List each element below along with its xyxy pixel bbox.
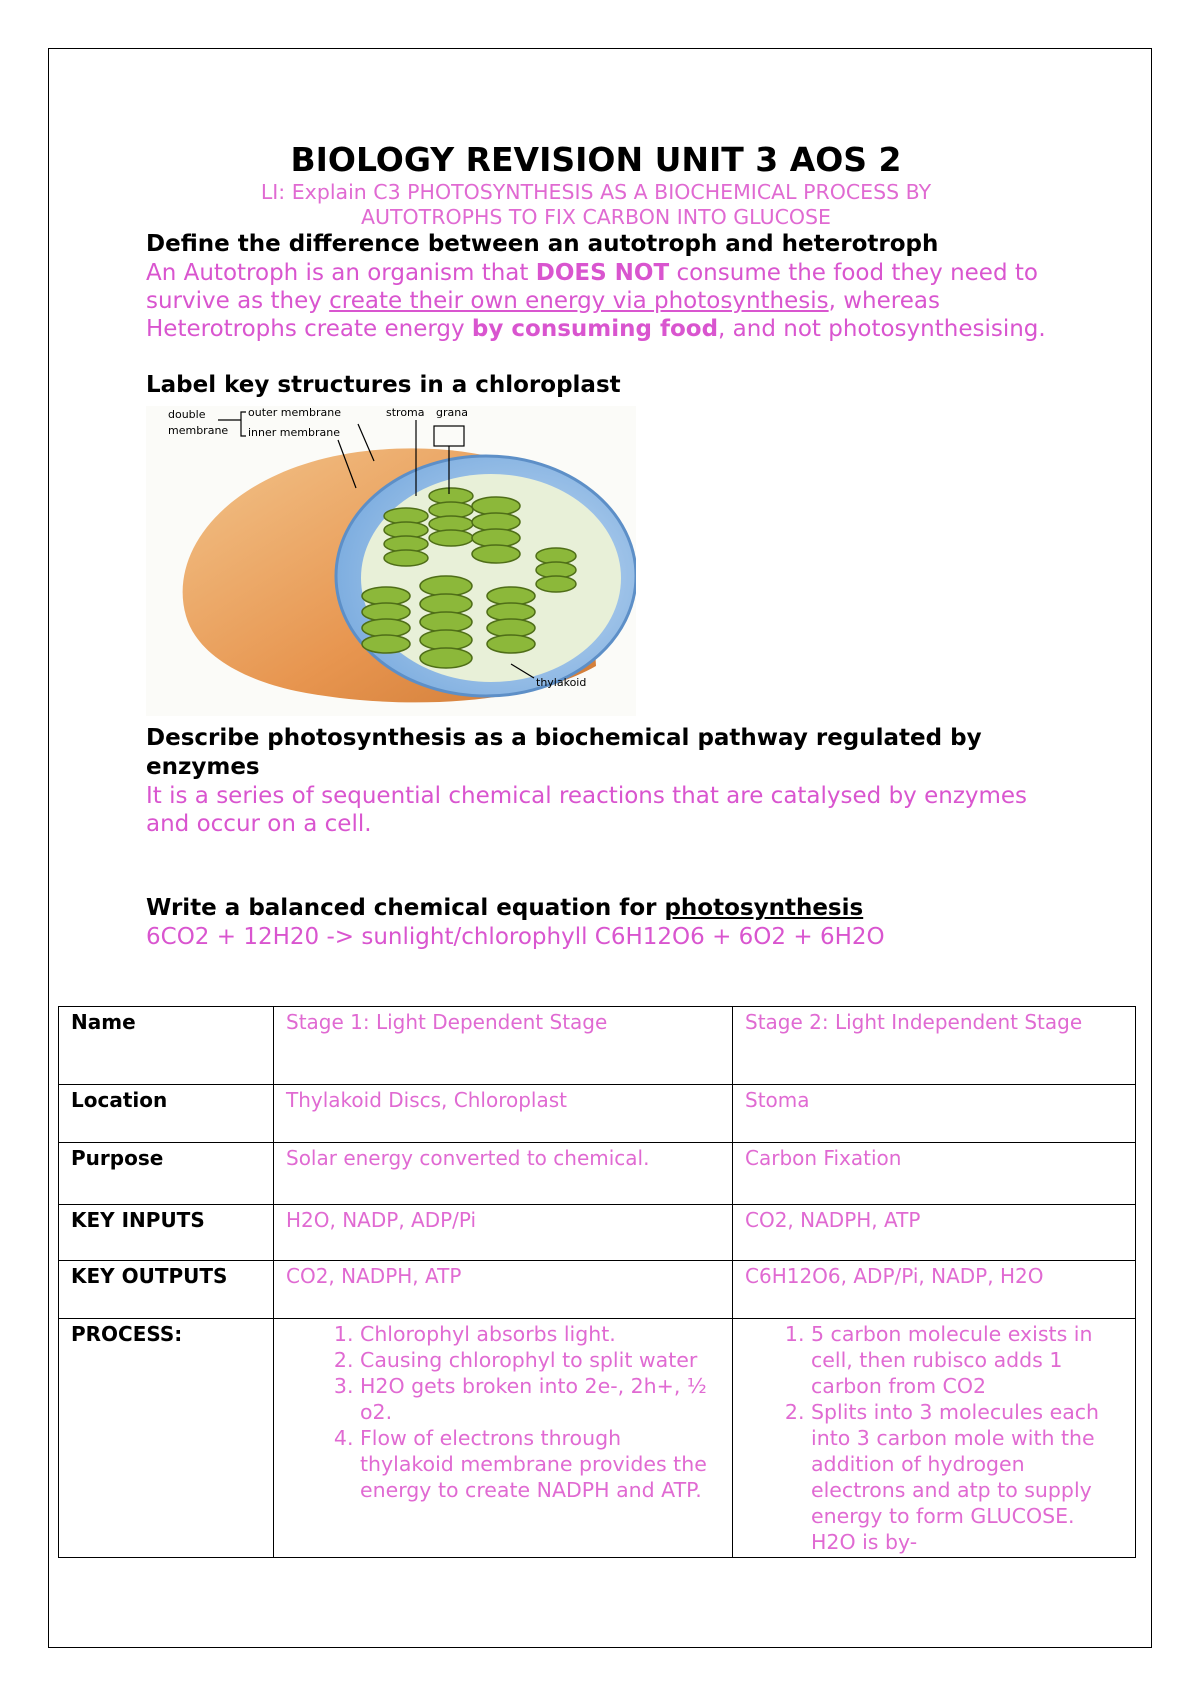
list-item: 4. Flow of electrons through thylakoid membrane provides the energy to create NADPH and ATP. xyxy=(360,1425,720,1503)
question-equation xyxy=(146,894,1046,923)
stage2-cell: C6H12O6, ADP/Pi, NADP, H2O xyxy=(733,1261,1136,1319)
stage2-cell: Carbon Fixation xyxy=(733,1143,1136,1205)
label-grana: grana xyxy=(436,406,468,419)
document-body xyxy=(146,140,1046,951)
question-autotroph-heterotroph: Define the difference between an autotroph and heterotroph xyxy=(146,231,939,257)
table-row xyxy=(59,1143,1136,1205)
learning-intention-line-2: AUTOTROPHS TO FIX CARBON INTO GLUCOSE xyxy=(361,205,831,229)
label-outer-membrane: outer membrane xyxy=(248,406,341,419)
label-membrane: membrane xyxy=(168,424,229,437)
stage1-process-list xyxy=(286,1321,720,1503)
label-inner-membrane: inner membrane xyxy=(248,426,340,439)
stage1-cell: CO2, NADPH, ATP xyxy=(274,1261,733,1319)
question-biochemical-pathway: Describe photosynthesis as a biochemical pathway regulated by enzymes xyxy=(146,725,982,780)
answer-text: consume the food they need to survive as they xyxy=(146,260,1038,314)
stage1-cell: H2O, NADP, ADP/Pi xyxy=(274,1205,733,1261)
stage2-cell: CO2, NADPH, ATP xyxy=(733,1205,1136,1261)
photosynthesis-stages-table xyxy=(58,1006,1136,1558)
table-row xyxy=(59,1261,1136,1319)
row-label: KEY INPUTS xyxy=(59,1205,274,1261)
stage2-process-list xyxy=(745,1321,1123,1555)
learning-intention-line-1: LI: Explain C3 PHOTOSYNTHESIS AS A BIOCHEMICAL PROCESS BY xyxy=(260,180,932,204)
chloroplast-diagram xyxy=(146,406,636,716)
answer-equation: 6CO2 + 12H20 -> sunlight/chlorophyll C6H12O6 + 6O2 + 6H2O xyxy=(146,924,885,950)
answer-autotroph-heterotroph xyxy=(146,259,1046,343)
row-label: PROCESS: xyxy=(59,1319,274,1558)
question-text: Write a balanced chemical equation for xyxy=(146,895,665,921)
question-underlined: photosynthesis xyxy=(664,895,864,921)
answer-text: , and not photosynthesising. xyxy=(718,316,1046,342)
page-title: BIOLOGY REVISION UNIT 3 AOS 2 xyxy=(290,140,902,179)
list-item: 2. Causing chlorophyl to split water xyxy=(360,1347,720,1373)
answer-biochemical-pathway: It is a series of sequential chemical reactions that are catalysed by enzymes and occur on a cell. xyxy=(146,783,1028,837)
question-chloroplast: Label key structures in a chloroplast xyxy=(146,372,621,398)
list-item: 1. 5 carbon molecule exists in cell, then rubisco adds 1 carbon from CO2 xyxy=(811,1321,1123,1399)
table-row xyxy=(59,1085,1136,1143)
list-item: 3. H2O gets broken into 2e-, 2h+, ½ o2. xyxy=(360,1373,720,1425)
answer-emphasis: DOES NOT xyxy=(535,260,670,286)
answer-text: , whereas Heterotrophs create energy xyxy=(146,288,940,342)
stage2-process-cell xyxy=(733,1319,1136,1558)
stage1-cell: Solar energy converted to chemical. xyxy=(274,1143,733,1205)
stage1-cell: Thylakoid Discs, Chloroplast xyxy=(274,1085,733,1143)
label-thylakoid: thylakoid xyxy=(536,676,587,689)
row-label: Location xyxy=(59,1085,274,1143)
row-label: Name xyxy=(59,1007,274,1085)
answer-text: An Autotroph is an organism that xyxy=(146,260,536,286)
label-double: double xyxy=(168,408,206,421)
list-item: 2. Splits into 3 molecules each into 3 carbon mole with the addition of hydrogen electrons and atp to supply energy to form GLUCOSE. H2O is by- xyxy=(811,1399,1123,1555)
list-item: 1. Chlorophyl absorbs light. xyxy=(360,1321,720,1347)
row-label: Purpose xyxy=(59,1143,274,1205)
stage2-cell: Stage 2: Light Independent Stage xyxy=(733,1007,1136,1085)
stage2-cell: Stoma xyxy=(733,1085,1136,1143)
table-row-process xyxy=(59,1319,1136,1558)
label-stroma: stroma xyxy=(386,406,425,419)
table-row xyxy=(59,1007,1136,1085)
answer-underlined: create their own energy via photosynthesis xyxy=(329,288,829,314)
table-row xyxy=(59,1205,1136,1261)
row-label: KEY OUTPUTS xyxy=(59,1261,274,1319)
stage1-process-cell xyxy=(274,1319,733,1558)
answer-emphasis: by consuming food xyxy=(471,316,719,342)
stage1-cell: Stage 1: Light Dependent Stage xyxy=(274,1007,733,1085)
